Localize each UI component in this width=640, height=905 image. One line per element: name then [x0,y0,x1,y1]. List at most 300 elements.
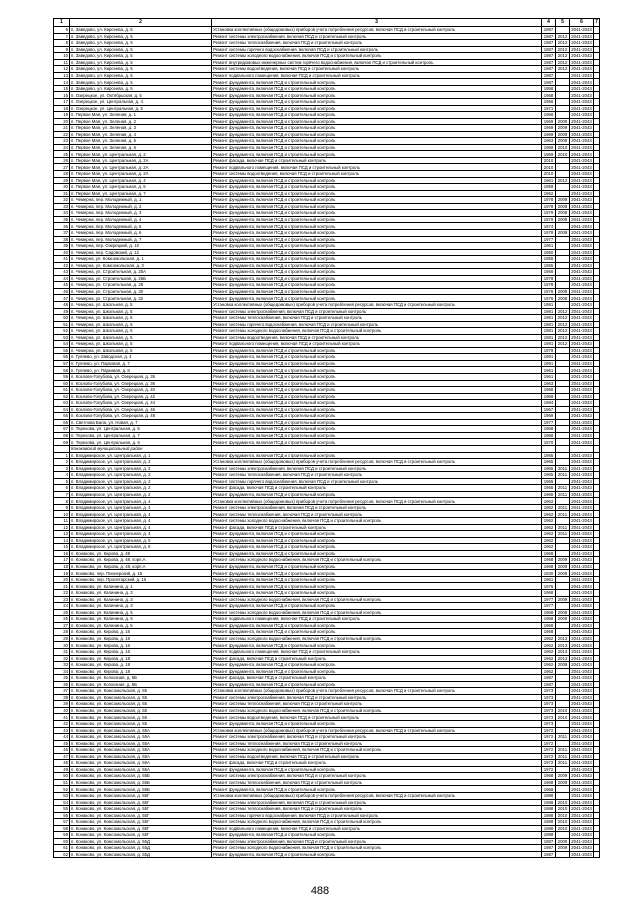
address-cell: п. Заведово, ул. Кирсеева, д. 5 [70,33,212,40]
planned-period-cell: 2041-2043 [571,92,592,98]
last-repair-year-cell: 2011 [556,465,570,472]
address-cell: п. Заведово, ул. Кирсеева, д. 5 [70,59,212,66]
year-built-cell: 1968 [542,616,556,623]
row-number-cell: 61 [54,845,70,852]
year-built-cell: 1962 [542,642,556,649]
last-repair-year-cell: 2012 [556,177,570,184]
year-built-cell: 1977 [542,603,556,610]
work-type-cell: Ремонт системы электроснабжения, включая ПСД и строительный контроль [212,838,542,845]
planned-period-cell: 2041-2043 [571,505,592,511]
row-number-cell: 54 [54,799,70,806]
year-built-cell: 1987 [542,838,556,845]
address-cell: п. Гуляево, ул. Парковая, д. 8 [70,367,212,374]
row-number-cell: 48 [54,301,70,308]
address-cell: п. Владимирское, ул. Центральная, д. 4 [70,531,212,538]
planned-period-cell: 2041-2043 [571,727,592,733]
last-repair-year-cell: 2013 [556,648,570,655]
row-number-cell: 15 [54,544,70,551]
empty-cell [594,851,600,858]
row-number-cell: 58 [54,825,70,832]
address-cell: п. Конаково, ул. Колхозная, д. 5Б [70,681,212,688]
row-number-cell: 47 [54,295,70,302]
planned-period-cell: 2041-2043 [571,478,592,484]
year-built-cell: 1961 [542,177,556,184]
year-built-cell: 1930 [542,570,556,577]
address-cell: п. Конаково, ул. Комсомольская, д. 55Б [70,773,212,780]
year-built-cell: 1963 [542,380,556,387]
year-built-cell: 1974 [542,223,556,230]
last-repair-year-cell: 2012 [556,328,570,335]
work-type-cell: Установка коллективных (общедомовых) приборов учета потребления ресурсов, включая ПСД и строительный контроль [212,688,542,695]
year-built-cell: 1973 [542,688,556,695]
row-number-cell: 50 [54,773,70,780]
row-number-cell: 50 [54,315,70,322]
row-number-cell: 56 [54,812,70,819]
planned-period-cell: 2041-2043 [571,354,592,360]
planned-period-cell: 2041-2043 [571,701,592,707]
planned-period-cell: 2041-2043 [571,635,592,641]
address-cell: п. Конаково, ул. Кирова, д. 16 [70,648,212,655]
row-number-cell: 13 [54,72,70,79]
planned-period-cell: 2041-2043 [571,537,592,543]
planned-period-cell: 2041-2043 [571,321,592,327]
planned-period-cell: 2041-2043 [571,112,592,118]
work-type-cell: Ремонт фундамента, включая ПСД и строительный контроль [212,439,542,446]
last-repair-year-cell: 2012 [556,321,570,328]
planned-period-cell: 2041-2043 [571,766,592,772]
address-cell: п. Конаково, ул. Кирова, д. 18 [70,655,212,662]
planned-period-cell: 2041-2043 [571,72,592,78]
row-number-cell: 7 [54,33,70,40]
year-built-cell: 1962 [542,531,556,538]
row-number-cell: 27 [54,622,70,629]
last-repair-year-cell: 2010 [556,799,570,806]
year-built-cell: 1950 [542,249,556,256]
planned-period-cell: 2041-2043 [571,419,592,425]
planned-period-cell: 2041-2043 [571,223,592,229]
year-built-cell: 1965 [542,472,556,479]
address-cell: п. Чемерна, пер. Молодежный, д. 3 [70,210,212,217]
work-type-cell: Ремонт системы теплоснабжения, включая ПСД и строительный контроль [212,511,542,518]
work-type-cell: Ремонт подвального помещения, включая ПСД и строительный контроль [212,72,542,79]
year-built-cell: 2010 [542,157,556,164]
work-type-cell: Ремонт фундамента, включая ПСД и строительный контроль [212,387,542,394]
year-built-cell: 1962 [542,524,556,531]
row-number-cell: 23 [54,138,70,145]
address-cell: п. Конаково, ул. Комсомольская, д. 55Б [70,779,212,786]
address-cell: п. Владимирское, ул. Центральная, д. 4 [70,504,212,511]
address-cell: п. Конаково, ул. Комсомольская, д. 55Д [70,838,212,845]
year-built-cell: 1968 [542,387,556,394]
row-number-cell: 54 [54,341,70,348]
address-cell: п. Заведово, ул. Кирсеева, д. 5 [70,79,212,86]
planned-period-cell: 2041-2043 [571,289,592,294]
planned-period-cell: 2041-2043 [571,812,592,818]
row-number-cell: 16 [54,550,70,557]
work-type-cell: Ремонт фундамента, включая ПСД и строительный контроль [212,347,542,354]
work-type-cell: Ремонт фундамента, включая ПСД и строительный контроль [212,380,542,387]
work-type-cell: Ремонт фундамента, включая ПСД и строительный контроль [212,223,542,230]
last-repair-year-cell: 2008 [556,197,570,204]
page-number: 488 [310,885,330,897]
work-type-cell: Ремонт фундамента, включая ПСД и строительный контроль [212,432,542,439]
address-cell: п. Козлово-Голубова, ул. Озерецкая, д. 36 [70,380,212,387]
work-type-cell: Ремонт фундамента, включая ПСД и строительный контроль [212,262,542,269]
year-built-cell: 1965 [542,465,556,472]
planned-period-cell: 2041-2043 [571,158,592,164]
work-type-cell: Ремонт фундамента, включая ПСД и строительный контроль [212,151,542,158]
work-type-cell: Ремонт системы холодного водоснабжения, включая ПСД и строительный контроль [212,596,542,603]
address-cell: п. Чемерна, ул. Строительная, д. 25А [70,269,212,276]
planned-period-cell: 2041-2043 [571,105,592,111]
address-cell: п. Конаково, ул. Калинина, д. 5 [70,622,212,629]
last-repair-year-cell: 2012 [556,53,570,60]
last-repair-year-cell: 2008 [556,662,570,669]
address-cell: п. Первое Мая, ул. Зеленая, д. 2 [70,118,212,125]
year-built-cell: 1981 [542,341,556,348]
work-type-cell: Ремонт фундамента, включая ПСД и строительный контроль [212,786,542,793]
year-built-cell: 1972 [542,747,556,754]
work-type-cell: Ремонт фундамента, включая ПСД и строительный контроль [212,406,542,413]
work-type-cell: Ремонт фундамента, включая ПСД и строительный контроль [212,832,542,839]
work-type-cell: Ремонт фундамента, включая ПСД и строительный контроль [212,851,542,858]
year-built-cell: 1968 [542,773,556,780]
planned-period-cell: 2041-2043 [571,118,592,124]
work-type-cell: Ремонт системы водоотведения, включая ПСД и строительный контроль [212,66,542,73]
planned-period-cell: 2041-2043 [571,838,592,844]
row-number-cell: 12 [54,524,70,531]
address-cell: п. Первое Мая, ул. Зеленая, д. 1 [70,112,212,119]
address-cell: п. Заведово, ул. Кирсеева, д. 5 [70,46,212,53]
address-cell: п. Первое Мая, ул. Центральная, д. 2А [70,171,212,178]
work-type-cell: Ремонт системы холодного водоснабжения, включая ПСД и строительный контроль [212,53,542,60]
planned-period-cell: 2041-2043 [571,747,592,753]
work-type-cell: Ремонт фундамента, включая ПСД и строительный контроль [212,393,542,400]
address-cell: п. Конаково, ул. Комсомольская, д. 55А [70,753,212,760]
row-number-cell: 60 [54,838,70,845]
work-type-cell: Ремонт системы электроснабжения, включая ПСД и строительный контроль [212,308,542,315]
planned-period-cell: 2041-2043 [571,79,592,85]
address-cell: п. Чемерна, пер. Садовский, д. 12 [70,249,212,256]
row-number-cell: 26 [54,157,70,164]
year-built-cell: 1962 [542,190,556,197]
year-built-cell: 1976 [542,295,556,302]
address-cell: п. Козлово-Голубова, ул. Озерецкая, д. 42 [70,393,212,400]
work-type-cell: Ремонт фундамента, включая ПСД и строительный контроль [212,413,542,420]
address-cell: п. Первое Мая, ул. Центральная, д. 2А [70,164,212,171]
address-cell: п. Гуляево, ул. Заводская, д. 4 [70,354,212,361]
year-built-cell: 1969 [542,125,556,132]
planned-period-cell: 2041-2043 [571,472,592,478]
year-built-cell: 1984 [542,400,556,407]
year-built-cell: 1972 [542,753,556,760]
work-type-cell: Ремонт подвального помещения, включая ПСД и строительный контроль [212,648,542,655]
row-number-cell: 57 [54,360,70,367]
last-repair-year-cell: 2012 [556,308,570,315]
work-type-cell: Ремонт фасада, включая ПСД и строительный контроль [212,655,542,662]
work-type-cell: Ремонт системы холодного водоснабжения, включая ПСД и строительный контроль [212,635,542,642]
address-cell: п. Конаково, ул. Комсомольская, д. 55Г [70,832,212,839]
last-repair-year-cell: 2012 [556,59,570,66]
work-type-cell: Ремонт системы электроснабжения, включая ПСД и строительный контроль [212,734,542,741]
address-cell: п. Владимирское, ул. Центральная, д. 4 [70,498,212,505]
year-built-cell: 1955 [542,262,556,269]
work-type-cell: Ремонт фундамента, включая ПСД и строительный контроль [212,662,542,669]
work-type-cell: Ремонт фундамента, включая ПСД и строительный контроль [212,99,542,106]
address-cell: п. Конаково, ул. Комсомольская, д. 55А [70,766,212,773]
work-type-cell: Ремонт фундамента, включая ПСД и строительный контроль [212,144,542,151]
row-number-cell: 18 [54,563,70,570]
year-built-cell: 1977 [542,596,556,603]
planned-period-cell: 2041-2043 [571,681,592,687]
planned-period-cell: 2041-2043 [571,622,592,628]
planned-period-cell: 2041-2043 [571,694,592,700]
work-type-cell: Ремонт фасада, включая ПСД и строительный контроль [212,157,542,164]
row-number-cell: 63 [54,400,70,407]
address-cell: п. Владимирское, ул. Центральная, д. 4 [70,518,212,525]
address-cell: п. Первое Мая, ул. Центральная, д. 4 [70,177,212,184]
planned-period-cell: 2041-2043 [571,361,592,367]
work-type-cell: Ремонт системы электроснабжения, включая ПСД и строительный контроль [212,465,542,472]
row-number-cell: 10 [54,53,70,60]
work-type-cell: Ремонт фундамента, включая ПСД и строительный контроль [212,229,542,236]
planned-period-cell: 2041-2043 [571,184,592,190]
row-number-cell: 38 [54,236,70,243]
work-type-cell: Ремонт подвального помещения, включая ПСД и строительный контроль [212,616,542,623]
work-type-cell: Ремонт системы электроснабжения, включая ПСД и строительный контроль [212,799,542,806]
year-built-cell: 1981 [542,308,556,315]
work-type-cell: Ремонт фасада, включая ПСД и строительный контроль [212,760,542,767]
planned-period-cell: 2041-2043 [571,177,592,183]
work-type-cell: Установка коллективных (общедомовых) приборов учета потребления ресурсов, включая ПСД и строительный контроль [212,792,542,799]
work-type-cell: Ремонт системы электроснабжения, включая ПСД и строительный контроль [212,773,542,780]
planned-period-cell: 2041-2043 [571,721,592,727]
year-built-cell: 1961 [542,576,556,583]
work-type-cell: Ремонт системы горячего водоснабжения, включая ПСД и строительный контроль [212,321,542,328]
last-repair-year-cell: 2012 [556,33,570,40]
row-number-cell: 43 [54,269,70,276]
row-number-cell: 40 [54,249,70,256]
year-built-cell: 1965 [542,491,556,498]
row-number-cell: 8 [54,40,70,47]
address-cell: п. Владимирское, ул. Центральная, д. 2 [70,459,212,466]
work-type-cell: Ремонт фундамента, включая ПСД и строительный контроль [212,550,542,557]
address-cell: п. Конаково, ул. Колхозная, д. 5Б [70,675,212,682]
planned-period-cell: 2041-2043 [571,125,592,131]
planned-period-cell: 2041-2043 [571,275,592,281]
planned-period-cell: 2041-2043 [571,708,592,713]
work-type-cell: Ремонт системы холодного водоснабжения, включая ПСД и строительный контроль [212,747,542,754]
planned-period-cell: 2041-2043 [571,649,592,655]
last-repair-year-cell: 2012 [556,315,570,322]
work-type-cell: Ремонт фундамента, включая ПСД и строительный контроль [212,243,542,250]
work-type-cell: Ремонт системы теплоснабжения, включая ПСД и строительный контроль [212,701,542,708]
year-built-cell: 1991 [542,354,556,361]
work-type-cell: Ремонт системы теплоснабжения, включая ПСД и строительный контроль [212,315,542,322]
work-type-cell: Ремонт фундамента, включая ПСД и строительный контроль [212,125,542,132]
year-built-cell: 1973 [542,714,556,721]
row-number-cell: 29 [54,177,70,184]
row-number-cell: 59 [54,832,70,839]
planned-period-cell: 2041-2043 [571,609,592,615]
address-cell: п. Чемерна, ул. Комсомольская, д. 1 [70,256,212,263]
last-repair-year-cell: 2010 [556,812,570,819]
year-built-cell: 1987 [542,33,556,40]
row-number-cell: 40 [54,707,70,714]
address-cell: п. Конаково, ул. Калинина, д. 5 [70,616,212,623]
year-built-cell: 1973 [542,701,556,708]
work-type-cell: Ремонт фундамента, включая ПСД и строительный контроль [212,531,542,538]
planned-period-cell: 2041-2043 [571,236,592,242]
planned-period-cell: 2041-2043 [571,380,592,386]
row-number-cell: 23 [54,596,70,603]
year-built-cell: 1968 [542,629,556,636]
year-built-cell: 1963 [542,138,556,145]
planned-period-cell: 2041-2043 [571,799,592,805]
year-built-cell: 1956 [542,269,556,276]
row-number-cell: 11 [54,59,70,66]
section-subheader: Конаковский муниципальный район [70,446,212,453]
year-built-cell: 1971 [542,105,556,112]
row-number-cell: 10 [54,511,70,518]
year-built-cell: 1987 [542,681,556,688]
planned-period-cell: 2041-2043 [571,203,592,209]
address-cell: п. Конаково, ул. Комсомольская, д. 55Г [70,799,212,806]
work-type-cell: Ремонт фасада, включая ПСД и строительный контроль [212,485,542,492]
row-number-cell: 18 [54,105,70,112]
year-built-cell: 1987 [542,79,556,86]
planned-period-cell: 2041-2043 [571,341,592,347]
work-type-cell: Ремонт системы холодного водоснабжения, включая ПСД и строительный контроль [212,557,542,564]
year-built-cell: 1972 [542,734,556,741]
last-repair-year-cell: 2011 [556,491,570,498]
row-number-cell: 17 [54,557,70,564]
row-number-cell: 53 [54,792,70,799]
row-number-cell: 49 [54,766,70,773]
row-number-cell: 56 [54,354,70,361]
address-cell: п. Чемерна, пер. Молодежный, д. 4 [70,216,212,223]
work-type-cell: Ремонт фундамента, включая ПСД и строительный контроль [212,131,542,138]
work-type-cell: Ремонт фундамента, включая ПСД и строительный контроль [212,681,542,688]
year-built-cell: 1958 [542,85,556,92]
work-type-cell: Ремонт фундамента, включая ПСД и строительный контроль [212,288,542,295]
work-type-cell: Ремонт фундамента, включая ПСД и строительный контроль [212,92,542,99]
row-number-cell: 28 [54,629,70,636]
last-repair-year-cell: 2008 [556,229,570,236]
last-repair-year-cell: 2013 [556,635,570,642]
planned-period-cell: 2041-2043 [571,675,592,681]
year-built-cell: 2010 [542,171,556,178]
header-col-5: 5 [556,19,570,27]
planned-period-cell: 2041-2043 [571,315,592,321]
planned-period-cell: 2041-2043 [571,138,592,144]
planned-period-cell: 2041-2043 [571,308,592,314]
planned-period-cell: 2041-2043 [571,86,592,92]
work-type-cell: Ремонт фундамента, включая ПСД и строительный контроль [212,766,542,773]
work-type-cell: Установка коллективных (общедомовых) приборов учета потребления ресурсов, включая ПСД и строительный контроль [212,498,542,505]
address-cell: п. Конаково, ул. Комсомольская, д. 55Д [70,845,212,852]
row-number-cell: 62 [54,393,70,400]
work-type-cell: Ремонт фундамента, включая ПСД и строительный контроль [212,668,542,675]
year-built-cell: 1976 [542,583,556,590]
row-number-cell: 66 [54,419,70,426]
planned-period-cell: 2041-2043 [571,210,592,216]
address-cell: п. Козлово-Голубова, ул. Озерецкая, д. 46 [70,406,212,413]
row-number-cell: 43 [54,727,70,734]
year-built-cell: 1962 [542,635,556,642]
year-built-cell: 1978 [542,347,556,354]
address-cell: п. Конаково, ул. Комсомольская, д. 55 [70,701,212,708]
work-type-cell: Ремонт фундамента, включая ПСД и строительный контроль [212,544,542,551]
address-cell: п. Конаково, ул. Комсомольская, д. 55Г [70,825,212,832]
last-repair-year-cell: 2011 [556,734,570,741]
planned-period-cell: 2041-2043 [571,780,592,786]
year-built-cell: 1981 [542,301,556,308]
address-cell: п. Светлова Бала, ул. Новая, д. 7 [70,419,212,426]
planned-period-cell: 2041-2043 [571,426,592,432]
row-number-cell: 1 [54,452,70,459]
year-built-cell: 1962 [542,668,556,675]
planned-period-cell: 2041-2043 [571,262,592,268]
row-number-cell: 57 [54,819,70,826]
planned-period-cell: 2041-2043 [571,668,592,674]
planned-period-cell: 2041-2043 [571,53,592,59]
work-type-cell: Ремонт фундамента, включая ПСД и строительный контроль [212,85,542,92]
address-cell: п. Терехова, ул. Центральная, д. 5 [70,426,212,433]
planned-period-cell: 2041-2043 [571,151,592,157]
row-number-cell: 46 [54,288,70,295]
year-built-cell: 1981 [542,334,556,341]
address-cell: п. Конаково, ул. Комсомольская, д. 55А [70,747,212,754]
year-built-cell: 1981 [542,328,556,335]
year-built-cell: 1962 [542,498,556,505]
last-repair-year-cell: 2011 [556,485,570,492]
year-built-cell: 1997 [542,27,556,34]
year-built-cell: 1978 [542,229,556,236]
year-built-cell: 1962 [542,662,556,669]
address-cell: п. Конаково, ул. Комсомольская, д. 55 [70,688,212,695]
address-cell: п. Первое Мая, ул. Зеленая, д. 5 [70,138,212,145]
year-built-cell: 1973 [542,720,556,727]
planned-period-cell: 2041-2043 [571,491,592,497]
year-built-cell: 1969 [542,413,556,420]
work-type-cell: Ремонт фундамента, включая ПСД и строительный контроль [212,629,542,636]
work-type-cell: Ремонт системы холодного водоснабжения, включая ПСД и строительный контроль [212,328,542,335]
address-cell: п. Конаково, ул. Комсомольская, д. 55 [70,694,212,701]
address-cell: п. Чемерна, пер. Озерецкий, д. 10 [70,243,212,250]
address-cell: п. Конаково, ул. Кирова, д. 18 [70,662,212,669]
work-type-cell: Ремонт фундамента, включая ПСД и строительный контроль [212,720,542,727]
last-repair-year-cell: 2011 [556,511,570,518]
year-built-cell: 1987 [542,46,556,53]
row-number-cell: 33 [54,662,70,669]
row-number-cell: 5 [54,478,70,485]
work-type-cell: Ремонт системы электроснабжения, включая ПСД и строительный контроль [212,504,542,511]
last-repair-year-cell: 2009 [556,609,570,616]
last-repair-year-cell: 2008 [556,203,570,210]
address-cell: п. Чемерна, пер. Молодежный, д. 2 [70,203,212,210]
address-cell: п. Владимирское, ул. Центральная, д. 6 [70,544,212,551]
work-type-cell: Ремонт подвального помещения, включая ПСД и строительный контроль [212,164,542,171]
planned-period-cell: 2041-2043 [571,393,592,399]
row-number-cell: 52 [54,328,70,335]
address-cell: п. Чемерна, ул. Строительная, д. 28 [70,282,212,289]
work-type-cell: Ремонт системы теплоснабжения, включая ПСД и строительный контроль [212,472,542,479]
work-type-cell: Ремонт системы холодного водоснабжения, включая ПСД и строительный контроль [212,707,542,714]
address-cell: п. Владимирское, ул. Центральная, д. 5 [70,537,212,544]
row-number-cell: 60 [54,380,70,387]
row-number-cell: 41 [54,256,70,263]
